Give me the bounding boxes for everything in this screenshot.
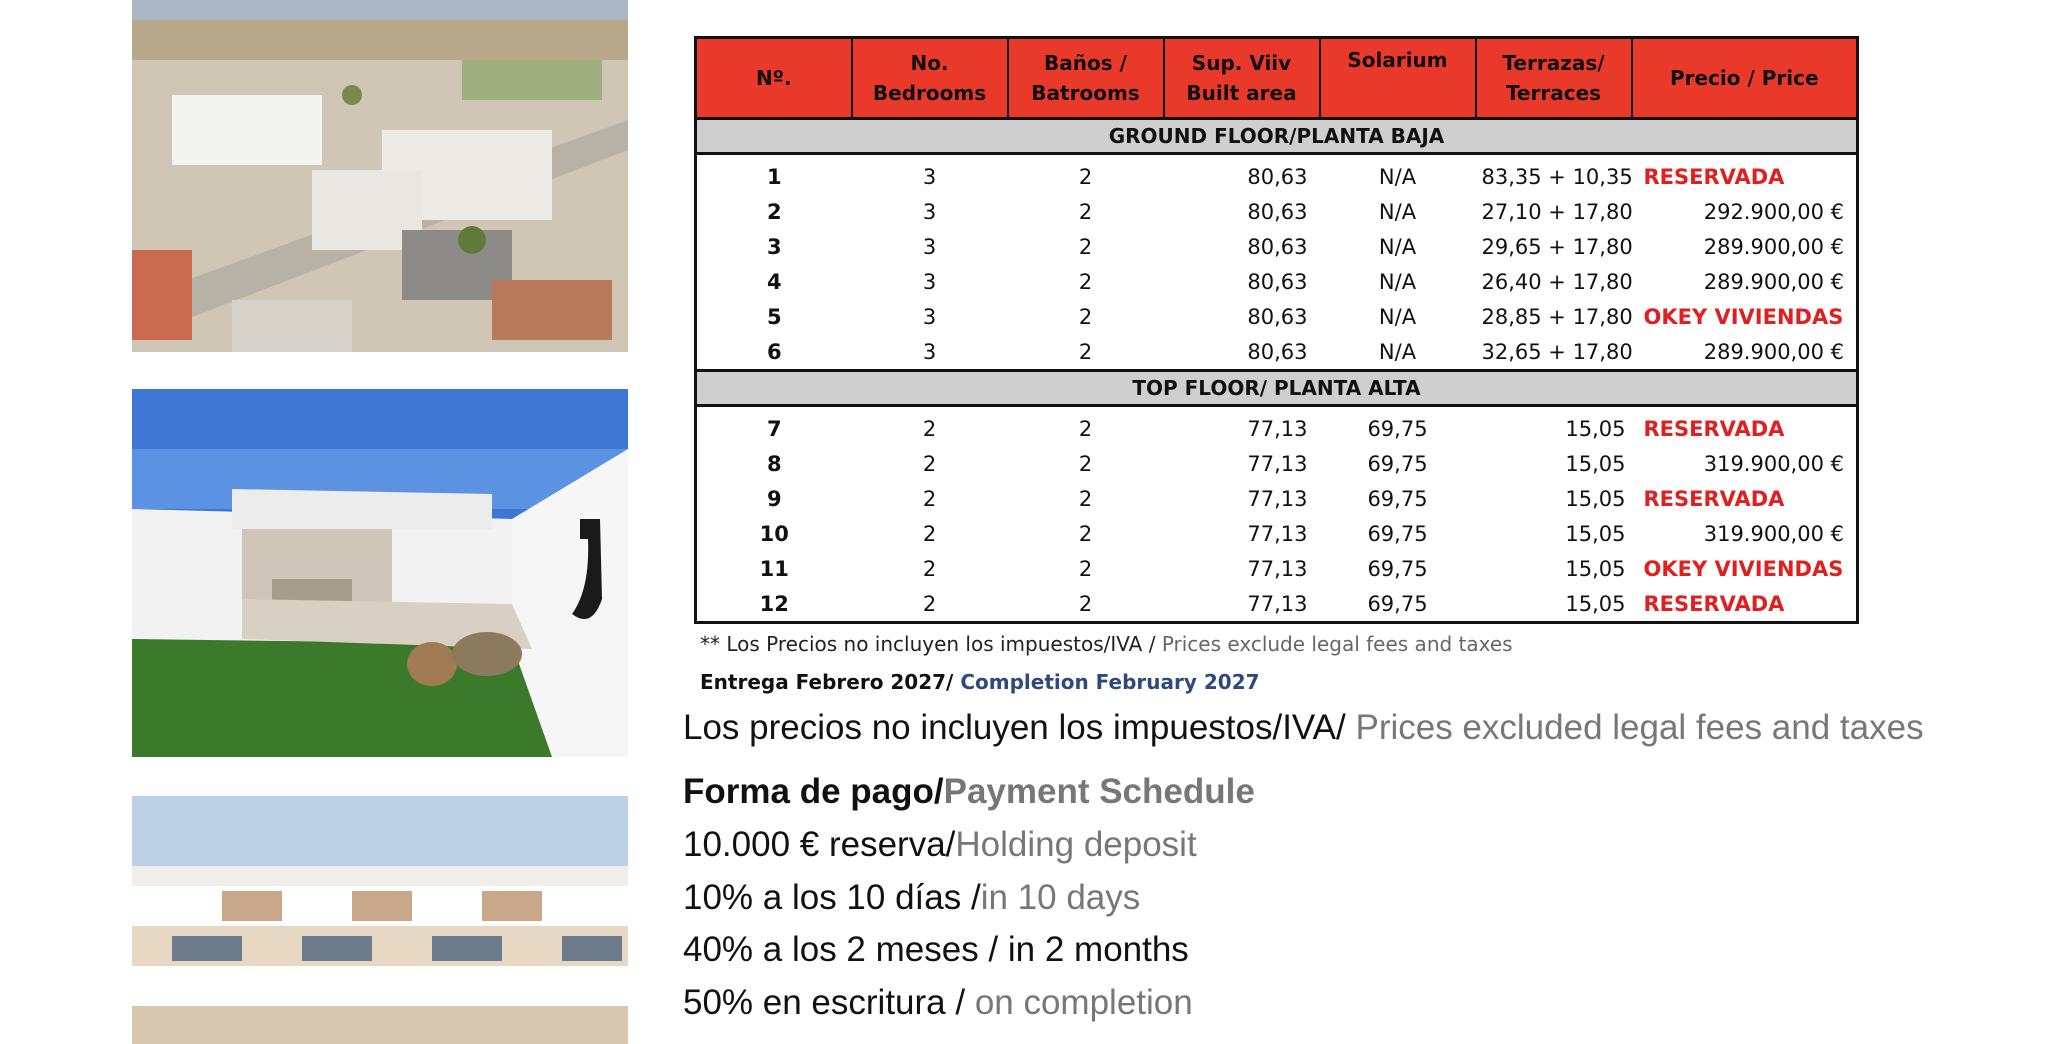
cell-terraces: 27,10 + 17,80: [1481, 199, 1633, 224]
table-row: [696, 551, 1858, 586]
cell-built-area: 80,63: [1247, 199, 1308, 224]
payment-step-en: on completion: [974, 983, 1193, 1022]
table-row: [696, 446, 1858, 481]
cell-bedrooms: 3: [922, 234, 937, 259]
table-row: [696, 516, 1858, 551]
cell-bedrooms: 2: [922, 416, 937, 441]
cell-solarium: 69,75: [1367, 591, 1428, 616]
cell-bathrooms: 2: [1078, 339, 1093, 364]
cell-bedrooms: 3: [922, 199, 937, 224]
cell-price: 289.900,00 €: [1703, 269, 1844, 294]
header-number: Nº.: [696, 38, 852, 119]
cell-solarium: 69,75: [1367, 521, 1428, 546]
cell-terraces: 15,05: [1565, 556, 1626, 581]
cell-terraces: 26,40 + 17,80: [1481, 269, 1633, 294]
cell-solarium: 69,75: [1367, 486, 1428, 511]
table-row: [696, 586, 1858, 623]
tax-note: [700, 632, 1513, 656]
cell-built-area: 80,63: [1247, 269, 1308, 294]
cell-terraces: 15,05: [1565, 416, 1626, 441]
cell-number: 2: [766, 199, 782, 224]
cell-solarium: N/A: [1378, 164, 1417, 189]
cell-solarium: N/A: [1378, 304, 1417, 329]
table-row: [696, 481, 1858, 516]
table-row: [696, 264, 1858, 299]
cell-price: RESERVADA: [1643, 486, 1785, 511]
payment-step-en: in 10 days: [980, 878, 1141, 917]
top-floor-group: [696, 371, 1858, 623]
rooftop-solarium-photo: [132, 389, 628, 757]
tax-note-es: ** Los Precios no incluyen los impuestos/IVA /: [700, 632, 1162, 656]
cell-built-area: 77,13: [1247, 451, 1308, 476]
header-solarium: Solarium: [1320, 38, 1476, 119]
cell-solarium: N/A: [1378, 234, 1417, 259]
cell-bathrooms: 2: [1078, 164, 1093, 189]
cell-bedrooms: 3: [922, 339, 937, 364]
payment-step-4: [683, 983, 1193, 1023]
cell-bedrooms: 2: [922, 591, 937, 616]
cell-solarium: 69,75: [1367, 451, 1428, 476]
cell-terraces: 15,05: [1565, 451, 1626, 476]
cell-number: 9: [766, 486, 782, 511]
table-row: [696, 154, 1858, 195]
header-bedrooms: No. Bedrooms: [852, 38, 1008, 119]
cell-number: 4: [766, 269, 782, 294]
payment-step-1: [683, 825, 1197, 865]
header-bathrooms: Baños / Batrooms: [1008, 38, 1164, 119]
table-row: [696, 299, 1858, 334]
section-label: TOP FLOOR/ PLANTA ALTA: [696, 371, 1858, 406]
cell-price: 319.900,00 €: [1703, 521, 1844, 546]
cell-price: 289.900,00 €: [1703, 339, 1844, 364]
cell-terraces: 83,35 + 10,35: [1481, 164, 1633, 189]
payment-step-es: 40% a los 2 meses / in 2 months: [683, 930, 1189, 969]
cell-built-area: 77,13: [1247, 591, 1308, 616]
cell-built-area: 77,13: [1247, 521, 1308, 546]
payment-title-es: Forma de pago/: [683, 772, 944, 811]
payment-step-es: 50% en escritura /: [683, 983, 975, 1022]
cell-price: 292.900,00 €: [1703, 199, 1844, 224]
completion-note-es: Entrega Febrero 2027/: [700, 670, 961, 694]
cell-terraces: 29,65 + 17,80: [1481, 234, 1633, 259]
price-table: [694, 36, 1859, 624]
cell-built-area: 80,63: [1247, 164, 1308, 189]
cell-built-area: 77,13: [1247, 486, 1308, 511]
cell-bathrooms: 2: [1078, 451, 1093, 476]
prices-excluded-note: [683, 708, 1924, 748]
cell-terraces: 15,05: [1565, 591, 1626, 616]
cell-built-area: 77,13: [1247, 416, 1308, 441]
cell-bedrooms: 3: [922, 269, 937, 294]
cell-bathrooms: 2: [1078, 269, 1093, 294]
cell-number: 12: [759, 591, 789, 616]
section-top-floor: [696, 371, 1858, 406]
cell-terraces: 15,05: [1565, 521, 1626, 546]
cell-price: 319.900,00 €: [1703, 451, 1844, 476]
cell-bathrooms: 2: [1078, 416, 1093, 441]
header-price: Precio / Price: [1632, 38, 1858, 119]
cell-bedrooms: 3: [922, 164, 937, 189]
cell-built-area: 77,13: [1247, 556, 1308, 581]
cell-bathrooms: 2: [1078, 199, 1093, 224]
table-header-row: [696, 38, 1858, 119]
cell-solarium: N/A: [1378, 339, 1417, 364]
cell-price: RESERVADA: [1643, 164, 1785, 189]
cell-terraces: 28,85 + 17,80: [1481, 304, 1633, 329]
payment-schedule-title: [683, 772, 1255, 812]
table-row: [696, 229, 1858, 264]
table-row: [696, 194, 1858, 229]
cell-solarium: 69,75: [1367, 416, 1428, 441]
cell-bathrooms: 2: [1078, 556, 1093, 581]
payment-title-en: Payment Schedule: [943, 772, 1255, 811]
cell-solarium: 69,75: [1367, 556, 1428, 581]
header-terraces: Terrazas/ Terraces: [1476, 38, 1632, 119]
cell-bedrooms: 2: [922, 451, 937, 476]
completion-note: [700, 670, 1260, 694]
cell-bathrooms: 2: [1078, 591, 1093, 616]
cell-bedrooms: 2: [922, 521, 937, 546]
prices-excluded-es: Los precios no incluyen los impuestos/IVA/: [683, 708, 1356, 747]
cell-bathrooms: 2: [1078, 234, 1093, 259]
tax-note-en: Prices exclude legal fees and taxes: [1161, 632, 1513, 656]
cell-solarium: N/A: [1378, 199, 1417, 224]
payment-step-2: [683, 878, 1140, 918]
building-render-photo: [132, 796, 628, 1044]
cell-number: 7: [766, 416, 782, 441]
cell-built-area: 80,63: [1247, 304, 1308, 329]
cell-bathrooms: 2: [1078, 486, 1093, 511]
cell-bedrooms: 2: [922, 486, 937, 511]
table-row: [696, 406, 1858, 447]
cell-terraces: 15,05: [1565, 486, 1626, 511]
cell-bedrooms: 3: [922, 304, 937, 329]
payment-step-en: Holding deposit: [955, 825, 1197, 864]
section-label: GROUND FLOOR/PLANTA BAJA: [696, 119, 1858, 154]
cell-number: 11: [759, 556, 789, 581]
cell-bedrooms: 2: [922, 556, 937, 581]
cell-built-area: 80,63: [1247, 339, 1308, 364]
cell-price: RESERVADA: [1643, 591, 1785, 616]
completion-note-en: Completion February 2027: [960, 670, 1260, 694]
cell-solarium: N/A: [1378, 269, 1417, 294]
cell-number: 3: [766, 234, 782, 259]
payment-step-es: 10.000 € reserva/: [683, 825, 956, 864]
cell-number: 1: [766, 164, 782, 189]
cell-number: 8: [766, 451, 782, 476]
cell-number: 5: [766, 304, 782, 329]
cell-price: RESERVADA: [1643, 416, 1785, 441]
table-row: [696, 334, 1858, 371]
section-ground-floor: [696, 119, 1858, 154]
cell-price: OKEY VIVIENDAS: [1643, 304, 1844, 329]
cell-built-area: 80,63: [1247, 234, 1308, 259]
cell-price: OKEY VIVIENDAS: [1643, 556, 1844, 581]
cell-bathrooms: 2: [1078, 304, 1093, 329]
payment-step-3: [683, 930, 1189, 970]
header-built-area: Sup. Viiv Built area: [1164, 38, 1320, 119]
cell-price: 289.900,00 €: [1703, 234, 1844, 259]
cell-terraces: 32,65 + 17,80: [1481, 339, 1633, 364]
prices-excluded-en: Prices excluded legal fees and taxes: [1355, 708, 1924, 747]
cell-bathrooms: 2: [1078, 521, 1093, 546]
cell-number: 6: [766, 339, 782, 364]
payment-step-es: 10% a los 10 días /: [683, 878, 981, 917]
aerial-view-photo: [132, 0, 628, 352]
cell-number: 10: [759, 521, 789, 546]
ground-floor-group: [696, 119, 1858, 371]
